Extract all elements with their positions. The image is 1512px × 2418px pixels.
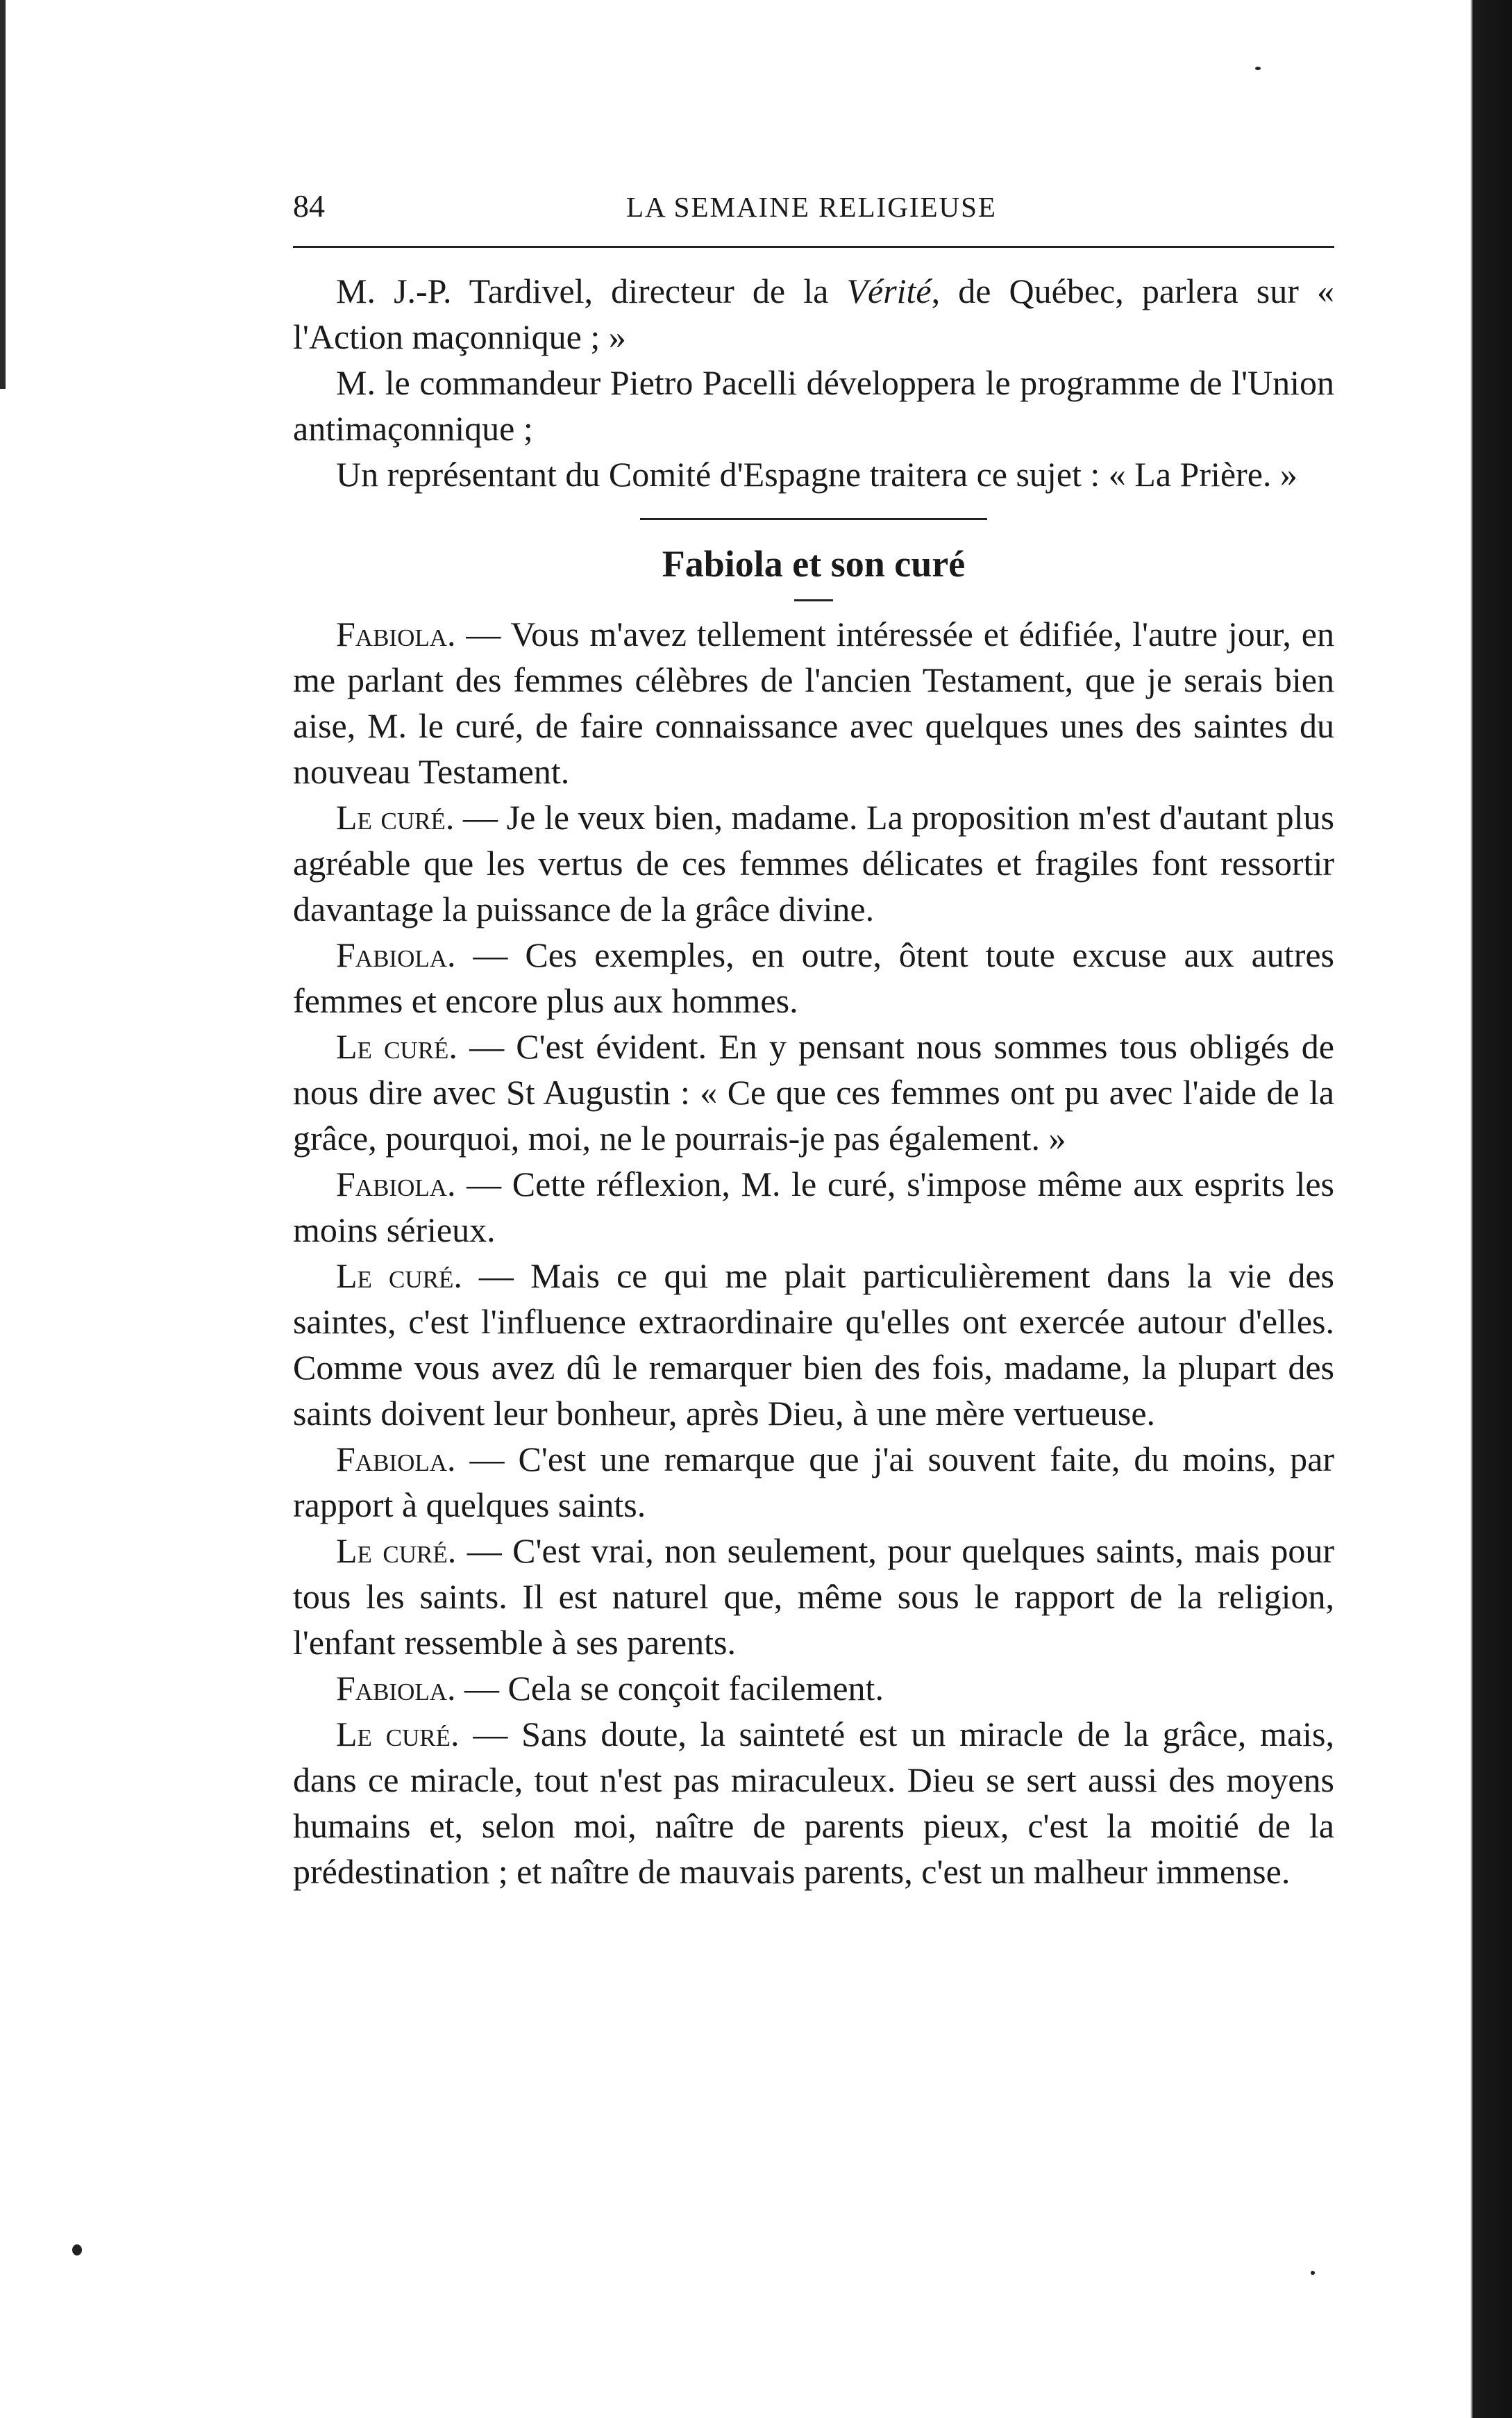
dialogue-paragraph: Le curé. — C'est vrai, non seulement, pour quelques saints, mais pour tous les saints. Il est naturel que, même sous le rapport de la religion, l'enfant ressemble à ses parents. <box>293 1531 1334 1662</box>
scan-speck <box>1311 2271 1315 2275</box>
speaker-label: Fabiola. <box>336 1165 456 1203</box>
dialogue-paragraph: Fabiola. — Ces exemples, en outre, ôtent toute excuse aux autres femmes et encore plus aux hommes. <box>293 935 1334 1020</box>
page-body <box>293 268 1334 1894</box>
speaker-label: Fabiola. <box>336 1440 456 1478</box>
speaker-label: Fabiola. <box>336 1669 456 1708</box>
dialogue-paragraph: Le curé. — Mais ce qui me plait particulièrement dans la vie des saintes, c'est l'influence extraordinaire qu'elles ont exercée autour d'elles. Comme vous avez dû le remarquer bien des fois, madame, la plupart des saints doivent leur bonheur, après Dieu, à une mère vertueuse. <box>293 1256 1334 1433</box>
dialogue-paragraph: Le curé. — C'est évident. En y pensant nous sommes tous obligés de nous dire avec St Augustin : « Ce que ces femmes ont pu avec l'aide de la grâce, pourquoi, moi, ne le pourrais-je pas également. » <box>293 1027 1334 1158</box>
speaker-label: Le curé. <box>336 1531 457 1570</box>
dialogue-paragraph: Le curé. — Je le veux bien, madame. La proposition m'est d'autant plus agréable que les vertus de ces femmes délicates et fragiles font ressortir davantage la puissance de la grâce divine. <box>293 798 1334 928</box>
running-title: LA SEMAINE RELIGIEUSE <box>626 191 997 223</box>
scan-right-edge <box>1450 0 1512 2418</box>
intro-paragraph: Un représentant du Comité d'Espagne traitera ce sujet : « La Prière. » <box>336 455 1297 494</box>
page-header <box>293 187 1334 236</box>
scan-speck <box>72 2244 82 2256</box>
dialogue-paragraph: Fabiola. — C'est une remarque que j'ai souvent faite, du moins, par rapport à quelques saints. <box>293 1440 1334 1524</box>
section-title: Fabiola et son curé <box>662 543 966 585</box>
speaker-label: Le curé. <box>336 1256 462 1295</box>
header-rule <box>293 246 1334 248</box>
dialogue-paragraph: Fabiola. — Cela se conçoit facilement. <box>336 1669 884 1708</box>
dialogue-paragraph: Fabiola. — Vous m'avez tellement intéressée et édifiée, l'autre jour, en me parlant des femmes célèbres de l'ancien Testament, que je serais bien aise, M. le curé, de faire connaissance avec quelques unes des saintes du nouveau Testament. <box>293 615 1334 791</box>
speaker-label: Le curé. <box>336 798 455 837</box>
dialogue-paragraph: Fabiola. — Cette réflexion, M. le curé, s'impose même aux esprits les moins sérieux. <box>293 1165 1334 1249</box>
scan-left-edge <box>0 0 6 389</box>
speaker-label: Le curé. <box>336 1715 460 1753</box>
intro-paragraph: M. J.-P. Tardivel, directeur de la Vérité, de Québec, parlera sur « l'Action maçonnique ; » <box>293 272 1334 356</box>
title-dash <box>794 599 833 601</box>
scan-speck <box>1255 67 1261 70</box>
periodical-title: Vérité <box>846 272 932 310</box>
page-number: 84 <box>293 188 325 224</box>
dialogue-paragraph: Le curé. — Sans doute, la sainteté est un miracle de la grâce, mais, dans ce miracle, tout n'est pas miraculeux. Dieu se sert aussi des moyens humains et, selon moi, naître de parents pieux, c'est la moitié de la prédestination ; et naître de mauvais parents, c'est un malheur immense. <box>293 1715 1334 1891</box>
section-separator <box>640 518 987 520</box>
speaker-label: Fabiola. <box>336 935 456 974</box>
intro-paragraph: M. le commandeur Pietro Pacelli développera le programme de l'Union antimaçonnique ; <box>293 363 1334 448</box>
speaker-label: Fabiola. <box>336 615 456 653</box>
speaker-label: Le curé. <box>336 1027 457 1066</box>
